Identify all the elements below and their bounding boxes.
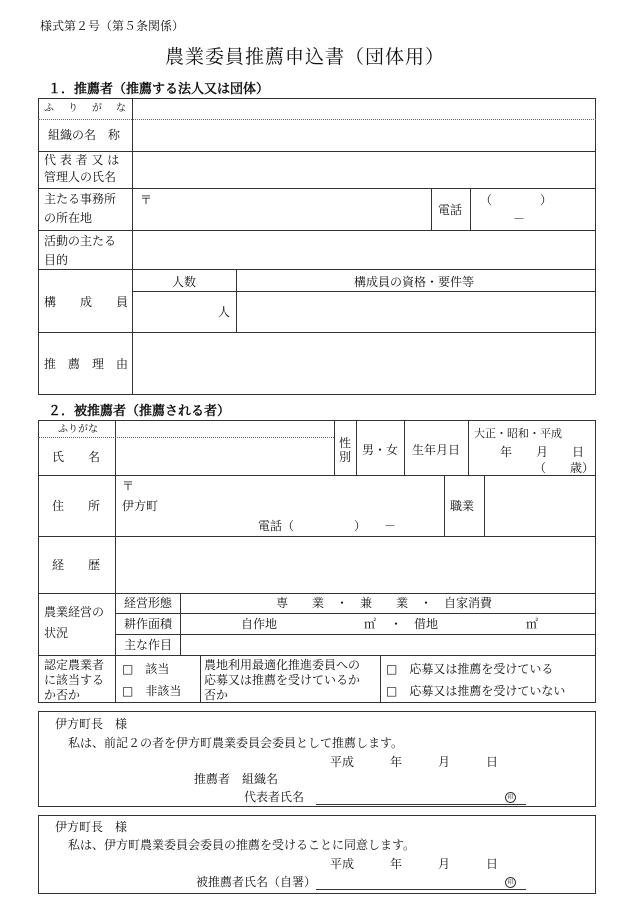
postal-mark: 〒 [140,193,153,207]
area-label: 耕作面積 [124,617,173,631]
org-name-label: 組織の名 称 [48,128,121,142]
dob-ymd: 年 月 日 [500,445,585,459]
address-postal-mark: 〒 [122,479,135,493]
farm-label-line1: 農業経営の [44,605,105,619]
area-separator: ・ [390,617,403,631]
phone-label: 電話 [438,203,463,217]
phone-dash: － [513,212,526,226]
rep-label-line2: 管理人の氏名 [44,170,117,184]
certified-label-line2: に該当する [44,673,105,687]
sex-label-line1: 性 [339,436,352,450]
declaration2-date: 平成 年 月 日 [330,857,499,871]
address-label: 住 所 [52,499,101,513]
farm-label-line2: 状況 [44,626,69,640]
reason-label: 推 薦 理 由 [44,357,129,371]
qualification-header: 構成員の資格・要件等 [354,275,475,289]
activity-label-line1: 活動の主たる [44,234,117,248]
nominee-name-label: 氏 名 [52,450,101,464]
page-title: 農業委員推薦申込書（団体用） [165,46,446,68]
certified-label-line3: か否か [44,688,81,702]
certified-yes-checkbox[interactable]: □ 該当 [122,662,170,676]
optimization-label-line3: 否か [204,688,229,702]
occupation-label: 職業 [450,499,475,513]
sex-label-line2: 別 [339,450,352,464]
crops-label: 主な作目 [124,638,173,652]
seal-mark-2: 印 [505,877,516,888]
declaration1-date: 平成 年 月 日 [330,755,499,769]
rep-label-line1: 代 表 者 又 は [44,153,120,167]
count-unit: 人 [218,305,231,319]
career-label: 経 歴 [52,558,101,572]
optimization-yes-checkbox[interactable]: □ 応募又は推薦を受けている [386,662,554,676]
members-label: 構 成 員 [44,295,129,309]
mgmt-type-value: 専 業 ・ 兼 業 ・ 自家消費 [276,596,493,610]
optimization-no-checkbox[interactable]: □ 応募又は推薦を受けていない [386,684,566,698]
address-town: 伊方町 [122,499,159,513]
address-phone: 電話（ ） － [258,519,397,533]
own-land-label: 自作地 [241,617,278,631]
declaration1-addressee: 伊方町長 様 [55,717,128,731]
declaration2-statement: 私は、伊方町農業委員会委員の推薦を受けることに同意します。 [68,838,416,852]
seal-mark-1: 印 [505,792,516,803]
declaration2-addressee: 伊方町長 様 [55,820,128,834]
sex-value: 男・女 [362,443,399,457]
recommender-table [38,98,596,395]
office-label-line1: 主たる事務所 [44,192,117,206]
form-number: 様式第２号（第５条関係） [40,19,185,33]
signature-label: 被推薦者氏名（自署） [196,875,317,889]
recommender-org-label: 推薦者 組織名 [194,772,279,786]
nominee-furigana-label: ふりがな [58,424,98,435]
section2-heading: ２．被推薦者（推薦される者） [48,404,231,419]
furigana-label: ふ り が な [44,103,128,114]
rep-name-label: 代表者氏名 [244,790,305,804]
office-label-line2: の所在地 [44,211,93,225]
certified-label-line1: 認定農業者 [44,658,105,672]
optimization-label-line1: 農地利用最適化推進委員への [204,658,361,672]
declaration1-statement: 私は、前記２の者を伊方町農業委員会委員として推薦します。 [68,736,404,750]
age: （ 歳） [534,461,595,475]
leased-land-unit: ㎡ [526,617,539,631]
era-options: 大正・昭和・平成 [474,427,562,440]
nominee-signature-line[interactable] [316,889,526,890]
count-header: 人数 [172,275,197,289]
mgmt-type-label: 経営形態 [124,596,173,610]
dob-label: 生年月日 [412,443,461,457]
leased-land-label: 借地 [414,617,439,631]
own-land-unit: ㎡ [364,617,377,631]
certified-no-checkbox[interactable]: □ 非該当 [122,684,182,698]
section1-heading: １．推薦者（推薦する法人又は団体） [48,82,270,97]
phone-paren: （ ） [480,193,553,207]
activity-label-line2: 目的 [44,253,69,267]
optimization-label-line2: 応募又は推薦を受けているか [204,673,361,687]
rep-name-signature-line[interactable] [316,804,526,805]
